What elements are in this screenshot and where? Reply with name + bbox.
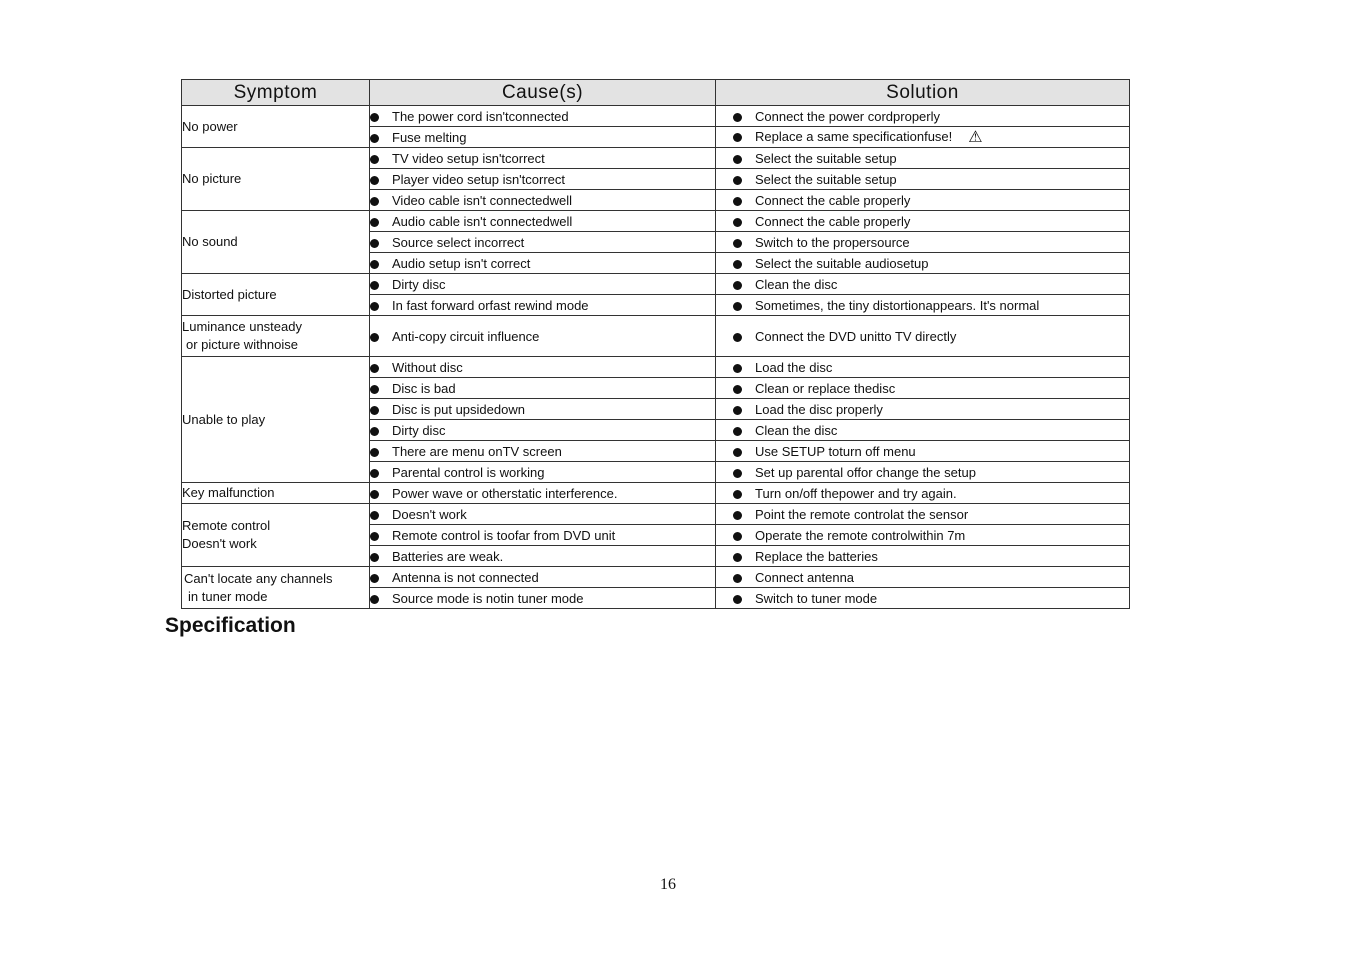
cause-text: Dirty disc: [392, 422, 446, 438]
bullet-icon: [733, 532, 742, 541]
cause-cell: [370, 190, 716, 211]
cause-text: The power cord isn'tconnected: [392, 108, 569, 124]
bullet-icon: [370, 197, 379, 206]
bullet-icon: [370, 302, 379, 311]
symptom-cell: [182, 483, 370, 504]
bullet-icon: [370, 281, 379, 290]
bullet-icon: [733, 281, 742, 290]
solution-cell: [716, 148, 1130, 169]
header-solution: Solution: [716, 80, 1130, 106]
cause-text: There are menu onTV screen: [392, 443, 562, 459]
solution-text: Set up parental offor change the setup: [755, 464, 976, 480]
symptom-text: in tuner mode: [188, 588, 268, 604]
symptom-cell: [182, 211, 370, 274]
cause-text: Fuse melting: [392, 129, 467, 145]
solution-cell: [716, 567, 1130, 588]
cause-cell: [370, 232, 716, 253]
solution-cell: [716, 232, 1130, 253]
solution-text: Sometimes, the tiny distortionappears. It's normal: [755, 297, 1040, 313]
bullet-icon: [370, 553, 379, 562]
solution-text: Select the suitable audiosetup: [755, 255, 929, 271]
cause-cell: [370, 169, 716, 190]
bullet-icon: [733, 406, 742, 415]
bullet-icon: [370, 532, 379, 541]
solution-text: Clean the disc: [755, 422, 838, 438]
bullet-icon: [370, 113, 379, 122]
cause-cell: [370, 504, 716, 525]
table-row: [182, 211, 1130, 232]
cause-text: Dirty disc: [392, 276, 446, 292]
bullet-icon: [733, 490, 742, 499]
table-body: [182, 106, 1130, 609]
cause-text: Source select incorrect: [392, 234, 525, 250]
symptom-text: Doesn't work: [182, 536, 257, 551]
cause-cell: [370, 357, 716, 378]
symptom-text: Remote control: [182, 518, 271, 533]
solution-text: Load the disc: [755, 359, 833, 375]
bullet-icon: [733, 553, 742, 562]
solution-text: Clean the disc: [755, 276, 838, 292]
symptom-cell: [182, 106, 370, 148]
bullet-icon: [370, 260, 379, 269]
cause-cell: [370, 295, 716, 316]
troubleshooting-table: [181, 79, 1130, 609]
cause-cell: [370, 127, 716, 148]
bullet-icon: [370, 574, 379, 583]
bullet-icon: [733, 133, 742, 142]
solution-text: Select the suitable setup: [755, 171, 897, 187]
bullet-icon: [733, 302, 742, 311]
cause-text: Batteries are weak.: [392, 548, 504, 564]
bullet-icon: [733, 385, 742, 394]
solution-text: Load the disc properly: [755, 401, 883, 417]
solution-text: Replace the batteries: [755, 548, 878, 564]
solution-cell: [716, 378, 1130, 399]
solution-cell: [716, 441, 1130, 462]
cause-text: Anti-copy circuit influence: [392, 328, 540, 344]
solution-cell: [716, 483, 1130, 504]
table-row: [182, 504, 1130, 525]
cause-cell: [370, 378, 716, 399]
symptom-text: or picture withnoise: [186, 337, 298, 352]
bullet-icon: [733, 176, 742, 185]
cause-text: Antenna is not connected: [392, 569, 539, 585]
bullet-icon: [733, 218, 742, 227]
symptom-text: No power: [182, 118, 238, 134]
bullet-icon: [733, 469, 742, 478]
bullet-icon: [370, 176, 379, 185]
bullet-icon: [370, 469, 379, 478]
bullet-icon: [733, 197, 742, 206]
bullet-icon: [370, 364, 379, 373]
solution-cell: [716, 399, 1130, 420]
solution-text: Select the suitable setup: [755, 150, 897, 166]
solution-text: Operate the remote controlwithin 7m: [755, 527, 966, 543]
cause-text: Remote control is toofar from DVD unit: [392, 527, 616, 543]
symptom-text: Distorted picture: [182, 286, 277, 302]
solution-text: Connect the cable properly: [755, 213, 911, 229]
bullet-icon: [370, 448, 379, 457]
cause-cell: [370, 546, 716, 567]
solution-cell: [716, 190, 1130, 211]
solution-text: Connect the power cordproperly: [755, 108, 940, 124]
table-row: [182, 483, 1130, 504]
warning-triangle-icon: ⚠: [968, 129, 983, 146]
cause-cell: [370, 462, 716, 483]
solution-text: Use SETUP toturn off menu: [755, 443, 916, 459]
symptom-text: Can't locate any channels: [184, 570, 333, 586]
cause-cell: [370, 567, 716, 588]
bullet-icon: [733, 364, 742, 373]
cause-text: Audio cable isn't connectedwell: [392, 213, 573, 229]
solution-cell: [716, 169, 1130, 190]
symptom-text: No sound: [182, 234, 238, 249]
solution-cell: [716, 504, 1130, 525]
cause-cell: [370, 253, 716, 274]
bullet-icon: [370, 427, 379, 436]
bullet-icon: [733, 595, 742, 604]
solution-cell: [716, 462, 1130, 483]
cause-cell: [370, 211, 716, 232]
table-row: [182, 567, 1130, 588]
bullet-icon: [733, 511, 742, 520]
symptom-cell: [182, 148, 370, 211]
symptom-text: Unable to play: [182, 411, 266, 427]
bullet-icon: [370, 155, 379, 164]
solution-text: Switch to the propersource: [755, 234, 910, 250]
symptom-cell: [182, 357, 370, 483]
solution-cell: [716, 211, 1130, 232]
bullet-icon: [733, 333, 742, 342]
solution-cell: [716, 274, 1130, 295]
cause-cell: [370, 148, 716, 169]
solution-text: Turn on/off thepower and try again.: [755, 485, 957, 501]
symptom-cell: [182, 316, 370, 357]
solution-cell: [716, 295, 1130, 316]
bullet-icon: [733, 239, 742, 248]
cause-text: TV video setup isn'tcorrect: [392, 150, 545, 166]
cause-cell: [370, 588, 716, 609]
solution-text: Connect the DVD unitto TV directly: [755, 328, 957, 344]
solution-text: Replace a same specificationfuse!: [755, 129, 953, 144]
section-heading-specification: Specification: [165, 614, 296, 637]
header-row: [182, 80, 1130, 106]
cause-text: Disc is put upsidedown: [392, 401, 525, 417]
symptom-text: No picture: [182, 171, 242, 186]
solution-text: Connect the cable properly: [755, 192, 911, 208]
cause-text: Source mode is notin tuner mode: [392, 590, 584, 606]
symptom-text: Luminance unsteady: [182, 319, 302, 334]
solution-cell: [716, 588, 1130, 609]
cause-text: Audio setup isn't correct: [392, 255, 531, 271]
cause-text: Player video setup isn'tcorrect: [392, 171, 566, 187]
cause-text: In fast forward orfast rewind mode: [392, 297, 589, 313]
bullet-icon: [370, 218, 379, 227]
header-causes: Cause(s): [370, 80, 716, 106]
cause-text: Video cable isn't connectedwell: [392, 192, 573, 208]
cause-text: Disc is bad: [392, 380, 456, 396]
cause-cell: [370, 316, 716, 357]
solution-cell: [716, 420, 1130, 441]
solution-cell: [716, 106, 1130, 127]
bullet-icon: [370, 239, 379, 248]
bullet-icon: [733, 155, 742, 164]
cause-cell: [370, 106, 716, 127]
solution-text: Clean or replace thedisc: [755, 380, 896, 396]
solution-cell: [716, 357, 1130, 378]
symptom-cell: [182, 274, 370, 316]
bullet-icon: [370, 134, 379, 143]
solution-text: Point the remote controlat the sensor: [755, 506, 969, 522]
symptom-cell: [182, 504, 370, 567]
cause-text: Doesn't work: [392, 506, 467, 522]
bullet-icon: [370, 333, 379, 342]
solution-cell: [716, 127, 1130, 148]
table-row: [182, 316, 1130, 357]
table-row: [182, 274, 1130, 295]
bullet-icon: [370, 385, 379, 394]
solution-cell: [716, 316, 1130, 357]
cause-text: Power wave or otherstatic interference.: [392, 485, 618, 501]
bullet-icon: [733, 448, 742, 457]
bullet-icon: [733, 427, 742, 436]
bullet-icon: [733, 260, 742, 269]
bullet-icon: [370, 595, 379, 604]
cause-cell: [370, 420, 716, 441]
cause-text: Without disc: [392, 359, 463, 375]
cause-cell: [370, 274, 716, 295]
table-row: [182, 106, 1130, 127]
symptom-cell: [182, 567, 370, 609]
bullet-icon: [733, 113, 742, 122]
header-symptom: Symptom: [182, 80, 370, 106]
table-row: [182, 148, 1130, 169]
troubleshooting-table-wrap: [181, 79, 1129, 609]
cause-cell: [370, 399, 716, 420]
cause-cell: [370, 441, 716, 462]
bullet-icon: [733, 574, 742, 583]
symptom-text: Key malfunction: [182, 485, 275, 500]
bullet-icon: [370, 406, 379, 415]
page-number: 16: [660, 876, 676, 893]
bullet-icon: [370, 490, 379, 499]
cause-cell: [370, 525, 716, 546]
cause-text: Parental control is working: [392, 464, 545, 480]
solution-cell: [716, 546, 1130, 567]
bullet-icon: [370, 511, 379, 520]
solution-cell: [716, 525, 1130, 546]
solution-cell: [716, 253, 1130, 274]
cause-cell: [370, 483, 716, 504]
solution-text: Connect antenna: [755, 569, 855, 585]
table-row: [182, 357, 1130, 378]
solution-text: Switch to tuner mode: [755, 590, 878, 606]
